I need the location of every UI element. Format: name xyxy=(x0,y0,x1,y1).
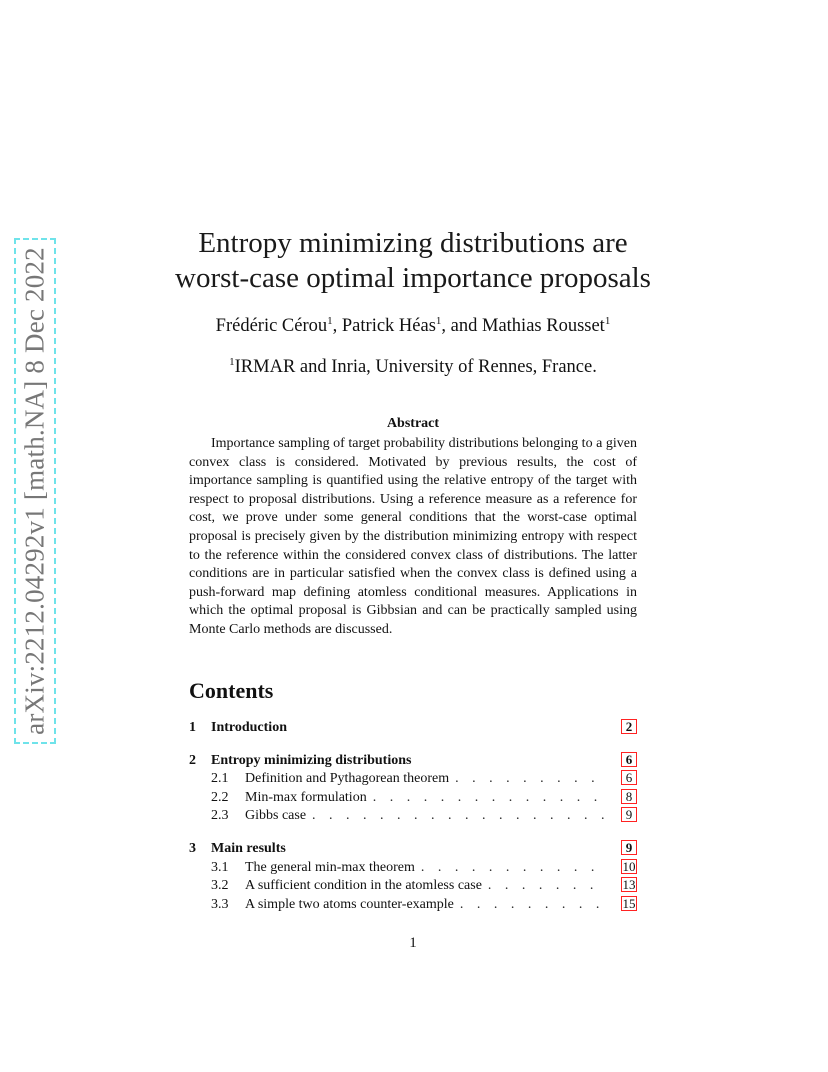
toc-leader-dots xyxy=(488,877,607,896)
toc-page-link[interactable]: 6 xyxy=(621,752,637,767)
page-number: 1 xyxy=(409,935,417,951)
author-list xyxy=(150,314,676,338)
toc-subsection-title: Min-max formulation xyxy=(245,789,367,805)
toc-subsection-number: 2.2 xyxy=(211,789,229,805)
toc-section-entropy[interactable] xyxy=(189,752,637,771)
author-affil-mark: 1 xyxy=(435,314,442,327)
author-name: Frédéric Cérou xyxy=(215,316,328,336)
contents-heading: Contents xyxy=(189,678,274,703)
author-name: Patrick Héas xyxy=(341,316,436,336)
author-separator: , xyxy=(332,316,342,336)
toc-page-link[interactable]: 9 xyxy=(621,840,637,855)
affiliation-mark: 1 xyxy=(229,355,235,368)
table-of-contents xyxy=(189,719,637,914)
toc-section-introduction[interactable] xyxy=(189,719,637,738)
toc-section-number: 2 xyxy=(189,752,196,768)
toc-leader-dots xyxy=(455,770,607,789)
toc-page-link[interactable]: 2 xyxy=(621,719,637,734)
toc-leader-dots xyxy=(312,807,607,826)
toc-subsection[interactable] xyxy=(189,859,637,878)
toc-subsection-number: 2.1 xyxy=(211,771,229,787)
toc-page-link[interactable]: 9 xyxy=(621,807,637,822)
toc-section-title: Introduction xyxy=(211,720,287,735)
author-separator: , and xyxy=(441,316,482,336)
toc-subsection-title: A sufficient condition in the atomless case xyxy=(245,878,482,894)
author-name: Mathias Rousset xyxy=(482,316,605,336)
arxiv-stamp-text: arXiv:2212.04292v1 [math.NA] 8 Dec 2022 xyxy=(19,247,50,735)
toc-page-link[interactable]: 10 xyxy=(622,858,636,874)
author-affil-mark: 1 xyxy=(604,314,611,327)
toc-leader-dots xyxy=(421,859,607,878)
toc-page-link[interactable]: 6 xyxy=(621,770,637,785)
arxiv-stamp[interactable] xyxy=(14,238,56,744)
title-line-1: Entropy minimizing distributions are xyxy=(198,227,628,259)
toc-subsection-number: 2.3 xyxy=(211,808,229,824)
toc-leader-dots xyxy=(460,896,607,915)
toc-subsection-number: 3.1 xyxy=(211,859,229,875)
toc-subsection-title: A simple two atoms counter-example xyxy=(245,896,454,912)
title-line-2: worst-case optimal importance proposals xyxy=(175,262,651,294)
toc-section-title: Main results xyxy=(211,840,286,856)
toc-subsection[interactable] xyxy=(189,807,637,826)
abstract-heading: Abstract xyxy=(386,416,440,431)
abstract-text: Importance sampling of target probability distributions belonging to a given convex class is considered. Motivated by previous results, the cost of importance sampling is quantified using the relative entropy of the target with respect to proposal distributions. Using a reference measure as a reference for cost, we prove under some general conditions that the worst-case optimal proposal is precisely given by the distribution minimizing entropy with respect to the reference within the considered convex class of distributions. The latter conditions are in particular satisfied when the convex class is defined using a push-forward map defining atomless conditional measures. Applications in which the optimal proposal is Gibbsian and can be practically sampled using Monte Carlo methods are discussed. xyxy=(189,436,637,637)
paper-title xyxy=(150,226,676,296)
toc-subsection-number: 3.3 xyxy=(211,896,229,912)
toc-section-main-results[interactable] xyxy=(189,840,637,859)
toc-page-link[interactable]: 8 xyxy=(621,789,637,804)
toc-section-number: 1 xyxy=(189,720,196,735)
toc-subsection[interactable] xyxy=(189,896,637,915)
toc-subsection-title: Definition and Pythagorean theorem xyxy=(245,771,450,787)
toc-leader-dots xyxy=(373,789,607,808)
toc-subsection-title: The general min-max theorem xyxy=(245,859,415,875)
toc-subsection[interactable] xyxy=(189,877,637,896)
toc-subsection[interactable] xyxy=(189,789,637,808)
affiliation xyxy=(150,355,676,379)
toc-subsection-number: 3.2 xyxy=(211,878,229,894)
author-affil-mark: 1 xyxy=(327,314,333,327)
toc-page-link[interactable]: 15 xyxy=(622,895,636,911)
toc-section-number: 3 xyxy=(189,840,196,856)
toc-subsection[interactable] xyxy=(189,770,637,789)
toc-section-title: Entropy minimizing distributions xyxy=(211,752,412,768)
toc-subsection-title: Gibbs case xyxy=(245,808,307,824)
toc-page-link[interactable]: 13 xyxy=(622,877,636,893)
affiliation-text: IRMAR and Inria, University of Rennes, France. xyxy=(234,357,597,377)
